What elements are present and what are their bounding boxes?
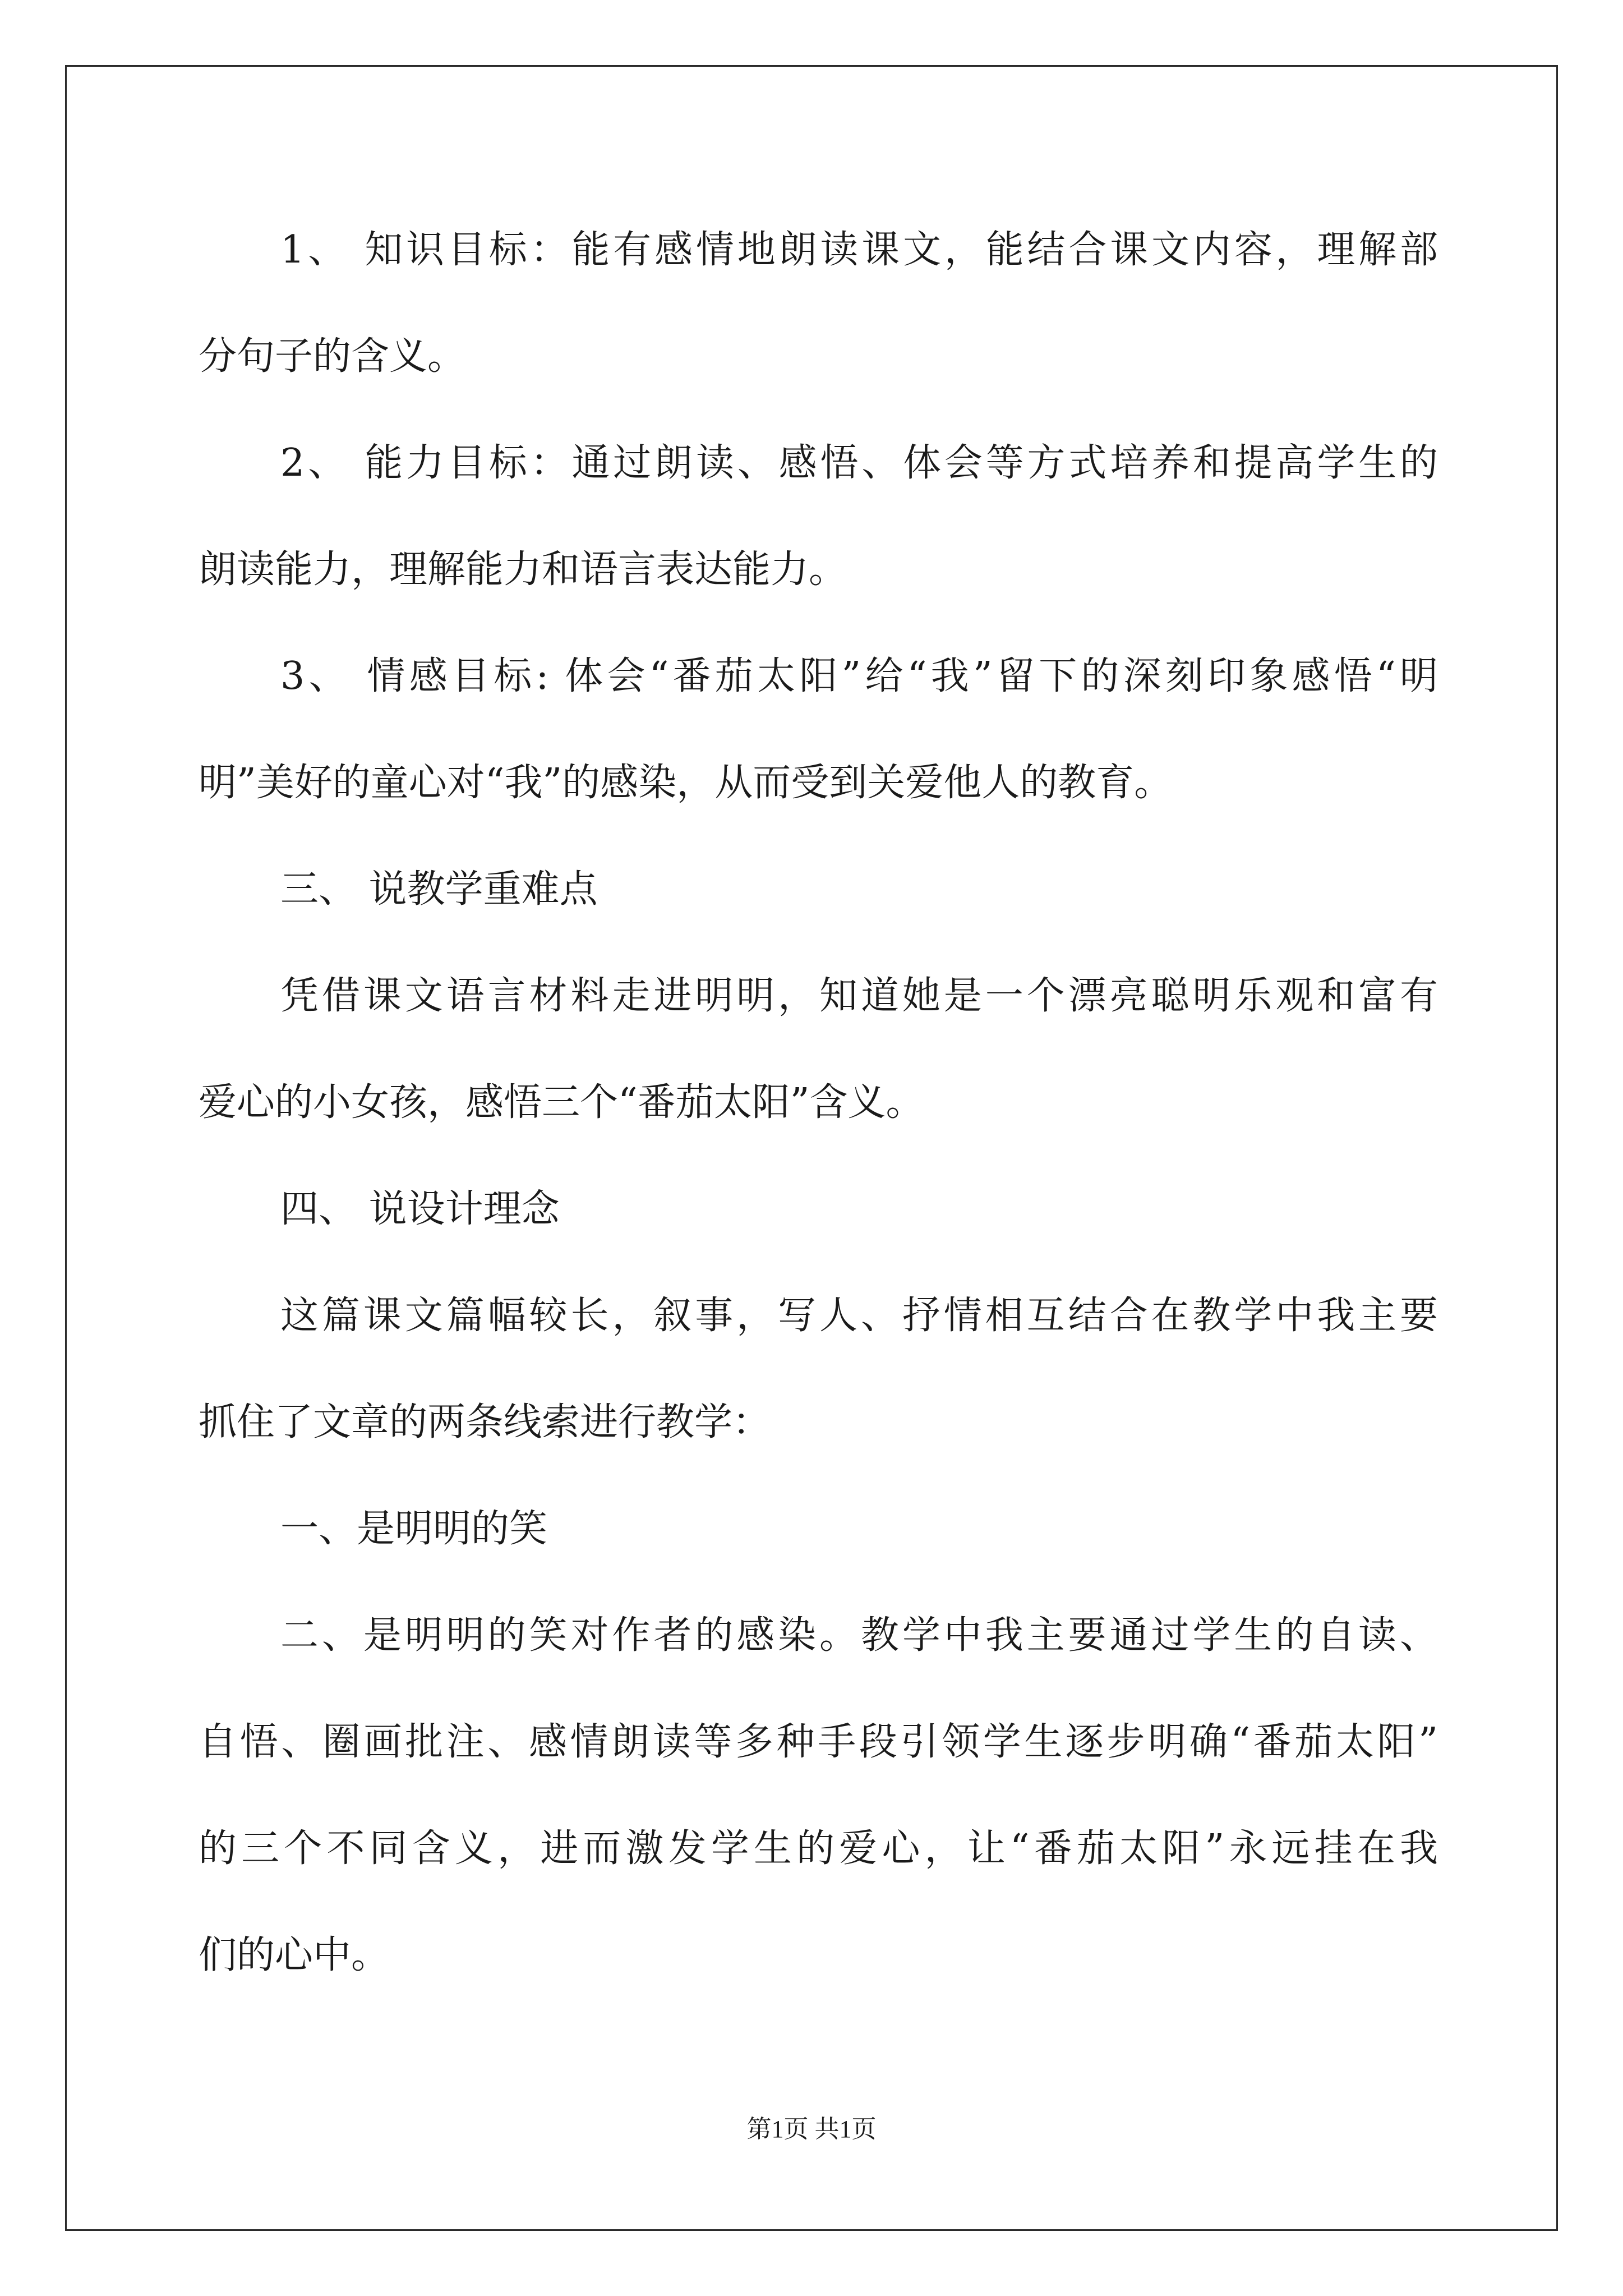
- text-line: 的三个不同含义，进而激发学生的爱心，让“番茄太阳”永远挂在我: [199, 1826, 1438, 1871]
- text-line: 这篇课文篇幅较长，叙事，写人、抒情相互结合在教学中我主要: [280, 1294, 1438, 1338]
- text-line: 一、是明明的笑: [280, 1507, 548, 1551]
- page-border: [65, 65, 1558, 2231]
- text-line: 明”美好的童心对“我”的感染，从而受到关爱他人的教育。: [199, 761, 1173, 805]
- text-line: 抓住了文章的两条线索进行教学：: [199, 1400, 771, 1444]
- text-line: 二、是明明的笑对作者的感染。教学中我主要通过学生的自读、: [280, 1613, 1438, 1658]
- text-line: 们的心中。: [199, 1933, 390, 1977]
- heading-line: 四、 说设计理念: [280, 1187, 560, 1231]
- text-line: 凭借课文语言材料走进明明，知道她是一个漂亮聪明乐观和富有: [280, 974, 1438, 1018]
- text-line: 3、 情感目标: 体会“番茄太阳”给“我”留下的深刻印象感悟“明: [280, 654, 1438, 698]
- text-line: 分句子的含义。: [199, 334, 466, 379]
- text-line: 自悟、圈画批注、感情朗读等多种手段引领学生逐步明确“番茄太阳”: [199, 1720, 1438, 1764]
- text-line: 1、 知识目标：能有感情地朗读课文，能结合课文内容，理解部: [280, 228, 1438, 272]
- page-number-footer: 第1页 共1页: [746, 2115, 877, 2143]
- text-line: 朗读能力，理解能力和语言表达能力。: [199, 547, 847, 592]
- text-line: 2、 能力目标：通过朗读、感悟、体会等方式培养和提高学生的: [280, 441, 1438, 485]
- heading-line: 三、 说教学重难点: [280, 867, 598, 912]
- text-line: 爱心的小女孩，感悟三个“番茄太阳”含义。: [199, 1080, 924, 1125]
